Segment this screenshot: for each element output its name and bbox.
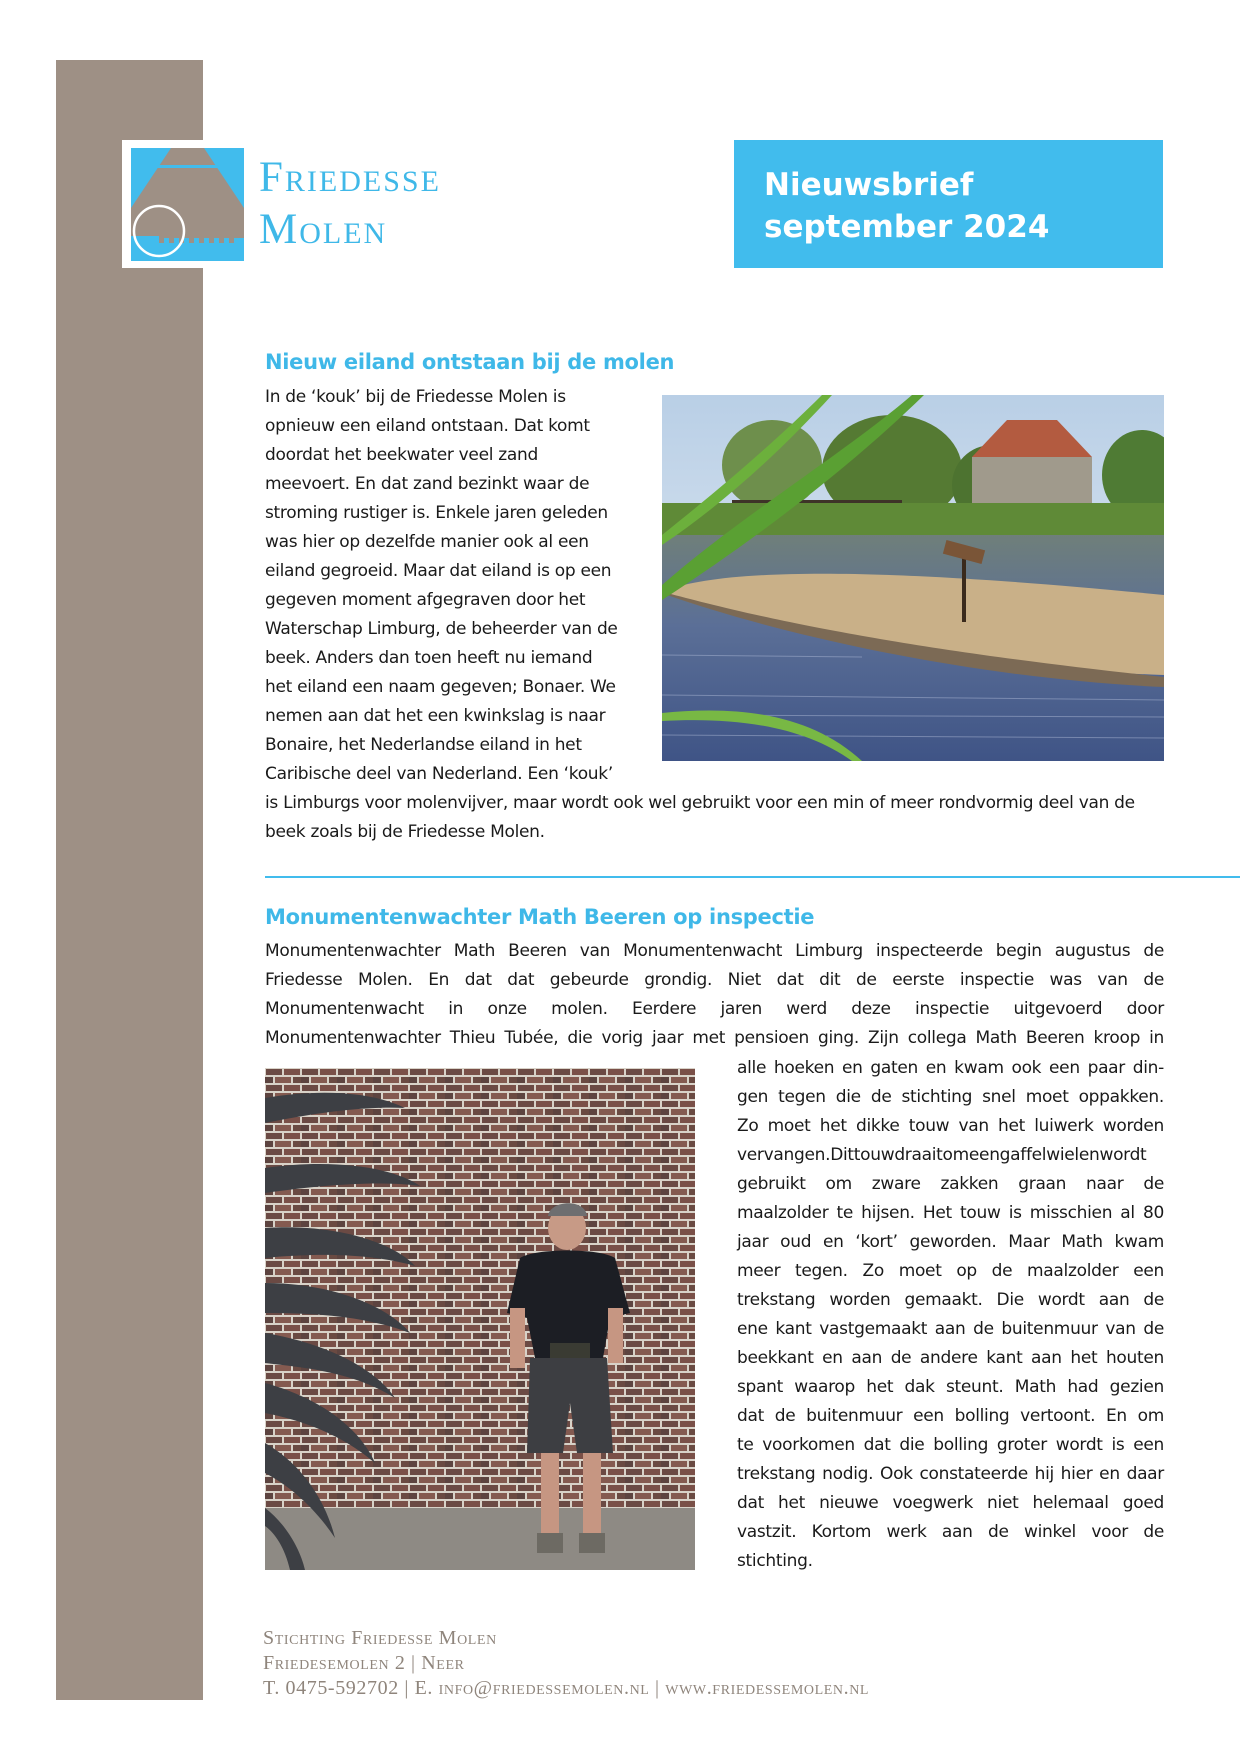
text-line: Bonaire, het Nederlandse eiland in het <box>265 735 582 755</box>
text-line: dat het nieuwe voegwerk niet helemaal goed <box>737 1493 1164 1513</box>
text-line: Zo moet het dikke touw van het luiwerk worden <box>737 1116 1164 1136</box>
sidebar-band <box>56 60 203 1700</box>
section-divider <box>265 876 1240 878</box>
newsletter-title-box <box>734 140 1163 268</box>
text-line: Monumentenwacht in onze molen. Eerdere jaren werd deze inspectie uitgevoerd door <box>265 999 1164 1019</box>
article-2-body-narrow <box>737 1054 1164 1576</box>
text-line: Monumentenwachter Thieu Tubée, die vorig jaar met pensioen ging. Zijn collega Math Beeren kroop in <box>265 1028 1164 1048</box>
photo-island <box>662 395 1164 761</box>
text-line: alle hoeken en gaten en kwam ook een paar din- <box>737 1058 1164 1078</box>
text-line: gebruikt om zware zakken graan naar de <box>737 1174 1164 1194</box>
footer-contact-details: T. 0475-592702 | E. info@friedessemolen.nl | www.friedessemolen.nl <box>263 1677 870 1699</box>
photo-inspector <box>265 1068 695 1570</box>
text-line: nemen aan dat het een kwinkslag is naar <box>265 706 606 726</box>
article-1-body-narrow <box>265 383 640 789</box>
text-line: vastzit. Kortom werk aan de winkel voor de <box>737 1522 1164 1542</box>
text-line: maalzolder te hijsen. Het touw is misschien al 80 <box>737 1203 1164 1223</box>
text-line: In de ‘kouk’ bij de Friedesse Molen is <box>265 387 566 407</box>
text-line: spant waarop het dak steunt. Math had gezien <box>737 1377 1164 1397</box>
text-line: stroming rustiger is. Enkele jaren geleden <box>265 503 608 523</box>
photo-inspector-image <box>265 1068 695 1570</box>
brand-name-line1: Friedesse <box>259 154 441 201</box>
newsletter-date: september 2024 <box>764 209 1050 245</box>
brand-name-line2: Molen <box>259 206 388 253</box>
text-line: eiland gegroeid. Maar dat eiland is op een <box>265 561 612 581</box>
text-line: beek zoals bij de Friedesse Molen. <box>265 822 545 842</box>
text-line: doordat het beekwater veel zand <box>265 445 538 465</box>
text-line: dat de buitenmuur een bolling vertoont. En om <box>737 1406 1164 1426</box>
text-line: gen tegen die de stichting snel moet oppakken. <box>737 1087 1164 1107</box>
text-line: Monumentenwachter Math Beeren van Monumentenwacht Limburg inspecteerde begin augustus de <box>265 941 1164 961</box>
footer-organization: Stichting Friedesse Molen <box>263 1627 497 1649</box>
text-line: stichting. <box>737 1551 813 1571</box>
text-line: is Limburgs voor molenvijver, maar wordt ook wel gebruikt voor een min of meer rondvormig deel van de <box>265 793 1135 813</box>
text-line: opnieuw een eiland ontstaan. Dat komt <box>265 416 590 436</box>
text-line: vervangen.Dittouwdraaitomeengaffelwielenwordt <box>737 1145 1147 1165</box>
footer-contact <box>263 1626 869 1701</box>
text-line: ene kant vastgemaakt aan de buitenmuur van de <box>737 1319 1164 1339</box>
footer-address: Friedesemolen 2 | Neer <box>263 1652 465 1674</box>
article-1-body-wide <box>265 789 1165 847</box>
text-line: was hier op dezelfde manier ook al een <box>265 532 589 552</box>
article-2-body-wide <box>265 937 1164 1053</box>
text-line: Friedesse Molen. En dat dat gebeurde grondig. Niet dat dit de eerste inspectie was van de <box>265 970 1164 990</box>
text-line: beekkant en aan de andere kant aan het houten <box>737 1348 1164 1368</box>
text-line: gegeven moment afgegraven door het <box>265 590 586 610</box>
text-line: trekstang worden gemaakt. Die wordt aan de <box>737 1290 1164 1310</box>
text-line: meer tegen. Zo moet op de maalzolder een <box>737 1261 1164 1281</box>
logo-mill-icon <box>131 148 244 261</box>
text-line: jaar oud en ‘kort’ geworden. Maar Math kwam <box>737 1232 1164 1252</box>
text-line: beek. Anders dan toen heeft nu iemand <box>265 648 593 668</box>
article-1-title: Nieuw eiland ontstaan bij de molen <box>265 350 675 374</box>
text-line: het eiland een naam gegeven; Bonaer. We <box>265 677 616 697</box>
brand-name <box>259 152 441 256</box>
article-2-title: Monumentenwachter Math Beeren op inspectie <box>265 905 815 929</box>
text-line: Caribische deel van Nederland. Een ‘kouk’ <box>265 764 613 784</box>
text-line: Waterschap Limburg, de beheerder van de <box>265 619 618 639</box>
photo-island-image <box>662 395 1164 761</box>
newsletter-title: Nieuwsbrief <box>764 167 974 203</box>
text-line: te voorkomen dat die bolling groter wordt is een <box>737 1435 1164 1455</box>
text-line: trekstang nodig. Ook constateerde hij hier en daar <box>737 1464 1164 1484</box>
text-line: meevoert. En dat zand bezinkt waar de <box>265 474 590 494</box>
